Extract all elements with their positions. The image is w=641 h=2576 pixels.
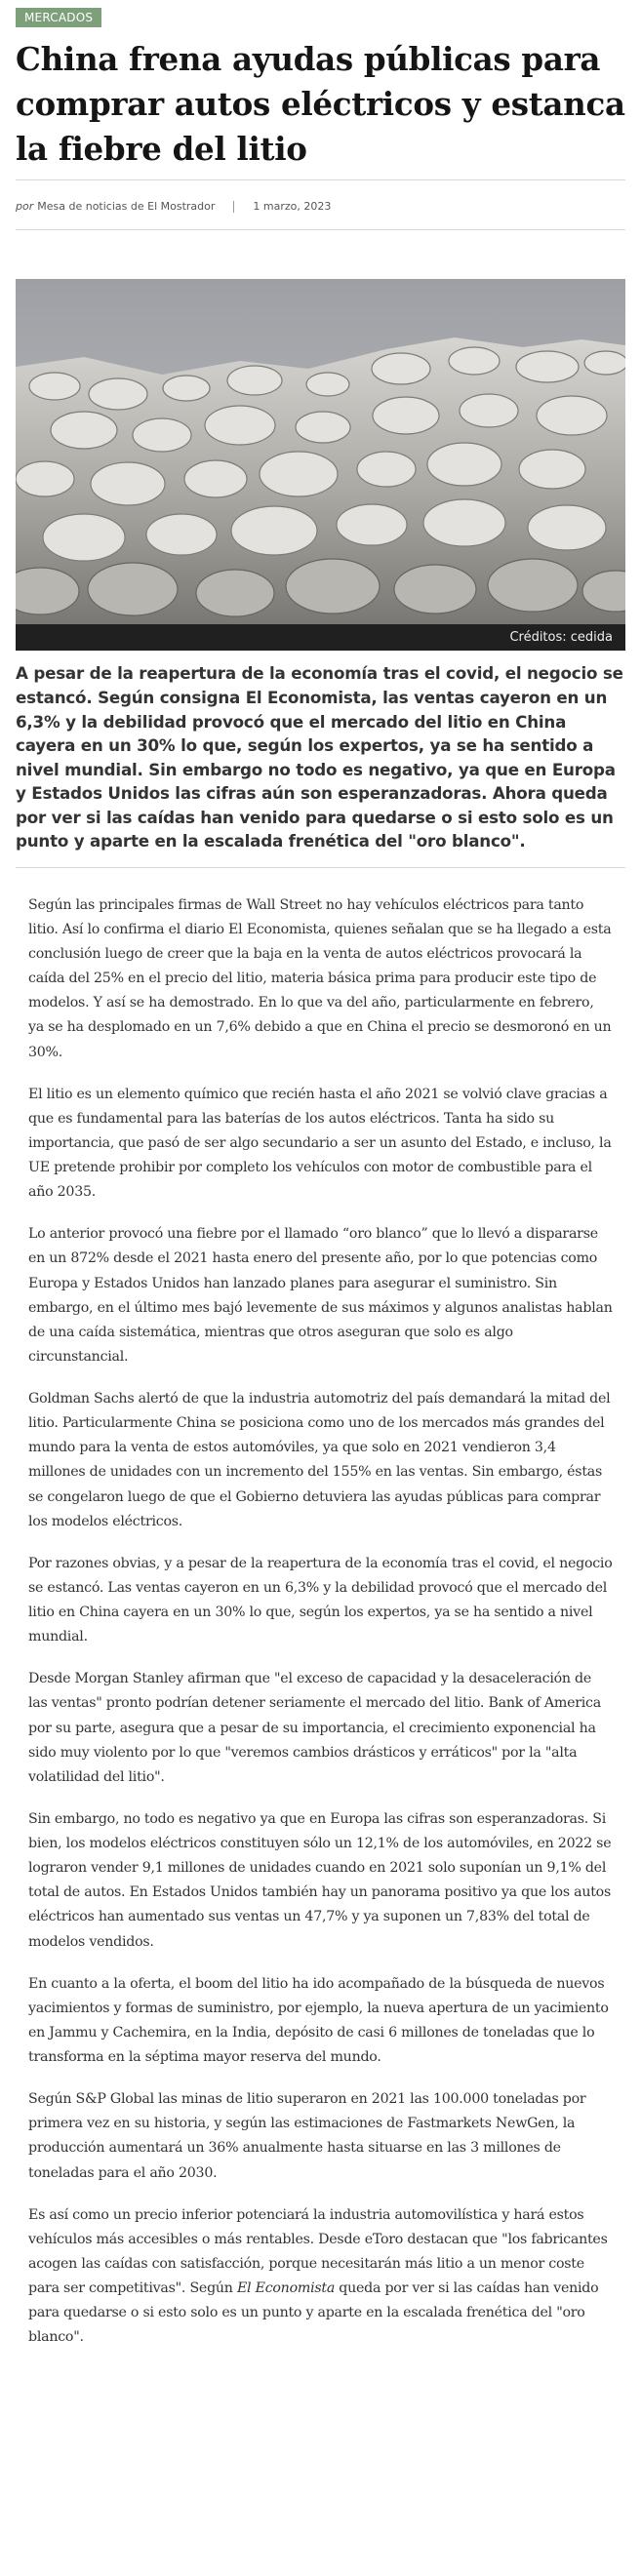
body-paragraph: Sin embargo, no todo es negativo ya que en Europa las cifras son esperanzadoras. Si bien, los modelos eléctricos constituyen sólo un 12,1% de los automóviles, en 2022 se lograron vender 9,1 millones de unidades cuando en 2021 solo suponían un 9,1% del total de autos. En Estados Unidos también hay un panorama positivo ya que los autos eléctricos han aumentado sus ventas un 47,7% y ya suponen un 7,83% del total de modelos vendidos. [28, 1810, 612, 1950]
body-paragraph-final [28, 2203, 613, 2351]
final-text-start: Es así como un precio inferior potenciará la industria automovilística y hará estos vehículos más accesibles o más rentables. Desde eToro destacan que "los fabricantes acogen las caídas con satisfacción, porque necesitarán más litio a un menor coste para ser competitivas". Según [28, 2206, 608, 2297]
article-title: China frena ayudas públicas para comprar autos eléctricos y estanca la fiebre del litio [16, 40, 625, 169]
body-paragraph: Desde Morgan Stanley afirman que "el exceso de capacidad y la desaceleración de las ventas" pronto podrían detener seriamente el mercado del litio. Bank of America por su parte, asegura que a pesar de su importancia, el crecimiento exponencial ha sido muy violento por lo que "veremos cambios drásticos y erráticos" por la "alta volatilidad del litio". [28, 1671, 601, 1785]
source-name: El Economista [236, 2280, 336, 2297]
publish-date: 1 marzo, 2023 [253, 200, 332, 214]
body-paragraph: Según las principales firmas de Wall Street no hay vehículos eléctricos para tanto litio. Así lo confirma el diario El Economista, quienes señalan que se ha llegado a esta conclusión luego de creer que la baja en la venta de autos eléctricos provocará la caída del 25% en el precio del litio, materia básica prima para producir este tipo de modelos. Y así se ha demostrado. En lo que va del año, particularmente en febrero, ya se ha desplomado en un 7,6% debido a que en China el precio se desmoronó en un 30%. [28, 896, 612, 1060]
final-text-end: queda por ver si las caídas han venido para quedarse o si esto solo es un punto y aparte en la escalada frenética del "oro blanco". [28, 2280, 599, 2346]
body-paragraph: Según S&P Global las minas de litio superaron en 2021 las 100.000 toneladas por primera vez en su historia, y según las estimaciones de Fastmarkets NewGen, la producción aumentará un 36% anualmente hasta situarse en las 3 millones de toneladas para el año 2030. [28, 2091, 586, 2181]
body-paragraph: En cuanto a la oferta, el boom del litio ha ido acompañado de la búsqueda de nuevos yacimientos y formas de suministro, por ejemplo, la nueva apertura de un yacimiento en Jammu y Cachemira, en la India, depósito de casi 6 millones de toneladas que lo transforma en la séptima mayor reserva del mundo. [28, 1975, 609, 2066]
byline [16, 180, 625, 229]
byline-divider [16, 229, 625, 230]
hero-image [16, 279, 625, 651]
author-link[interactable]: Mesa de noticias de El Mostrador [37, 200, 216, 214]
article-lead: A pesar de la reapertura de la economía tras el covid, el negocio se estancó. Según consigna El Economista, las ventas cayeron en un 6,3% y la debilidad provocó que el mercado del litio en China cayera en un 30% lo que, según los expertos, ya se ha sentido a nivel mundial. Sin embargo no todo es negativo, ya que en Europa y Estados Unidos las cifras aún son esperanzadoras. Ahora queda por ver si las caídas han venido para quedarse o si esto solo es un punto y aparte en la escalada frenética del "oro blanco". [16, 661, 625, 867]
byline-prefix: por [16, 200, 34, 214]
rock-pile-photo [16, 279, 625, 651]
article-body [16, 868, 625, 2351]
body-paragraph: El litio es un elemento químico que recién hasta el año 2021 se volvió clave gracias a que es fundamental para las baterías de los autos eléctricos. Tanta ha sido su importancia, que pasó de ser algo secundario a ser un asunto del Estado, e incluso, la UE pretende prohibir por completo los vehículos con motor de combustible para el año 2035. [28, 1086, 612, 1201]
body-paragraph: Lo anterior provocó una fiebre por el llamado “oro blanco” que lo llevó a dispararse en un 872% desde el 2021 hasta enero del presente año, por lo que potencias como Europa y Estados Unidos han lanzado planes para asegurar el suministro. Sin embargo, en el último mes bajó levemente de sus máximos y algunos analistas hablan de una caída sistemática, mientras que otros aseguran que solo es algo circunstancial. [28, 1226, 613, 1365]
image-caption: Créditos: cedida [16, 624, 625, 651]
byline-separator [233, 201, 234, 213]
body-paragraph: Por razones obvias, y a pesar de la reapertura de la economía tras el covid, el negocio se estancó. Las ventas cayeron en un 6,3% y la debilidad provocó que el mercado del litio en China cayera en un 30% lo que, según los expertos, ya se ha sentido a nivel mundial. [28, 1555, 613, 1645]
body-paragraph: Goldman Sachs alertó de que la industria automotriz del país demandará la mitad del litio. Particularmente China se posiciona como uno de los mercados más grandes del mundo para la venta de estos automóviles, ya que solo en 2021 vendieron 3,4 millones de unidades con un incremento del 155% en las ventas. Sin embargo, éstas se congelaron luego de que el Gobierno detuviera las ayudas públicas para comprar los modelos eléctricos. [28, 1391, 611, 1529]
category-badge[interactable]: MERCADOS [16, 8, 101, 27]
